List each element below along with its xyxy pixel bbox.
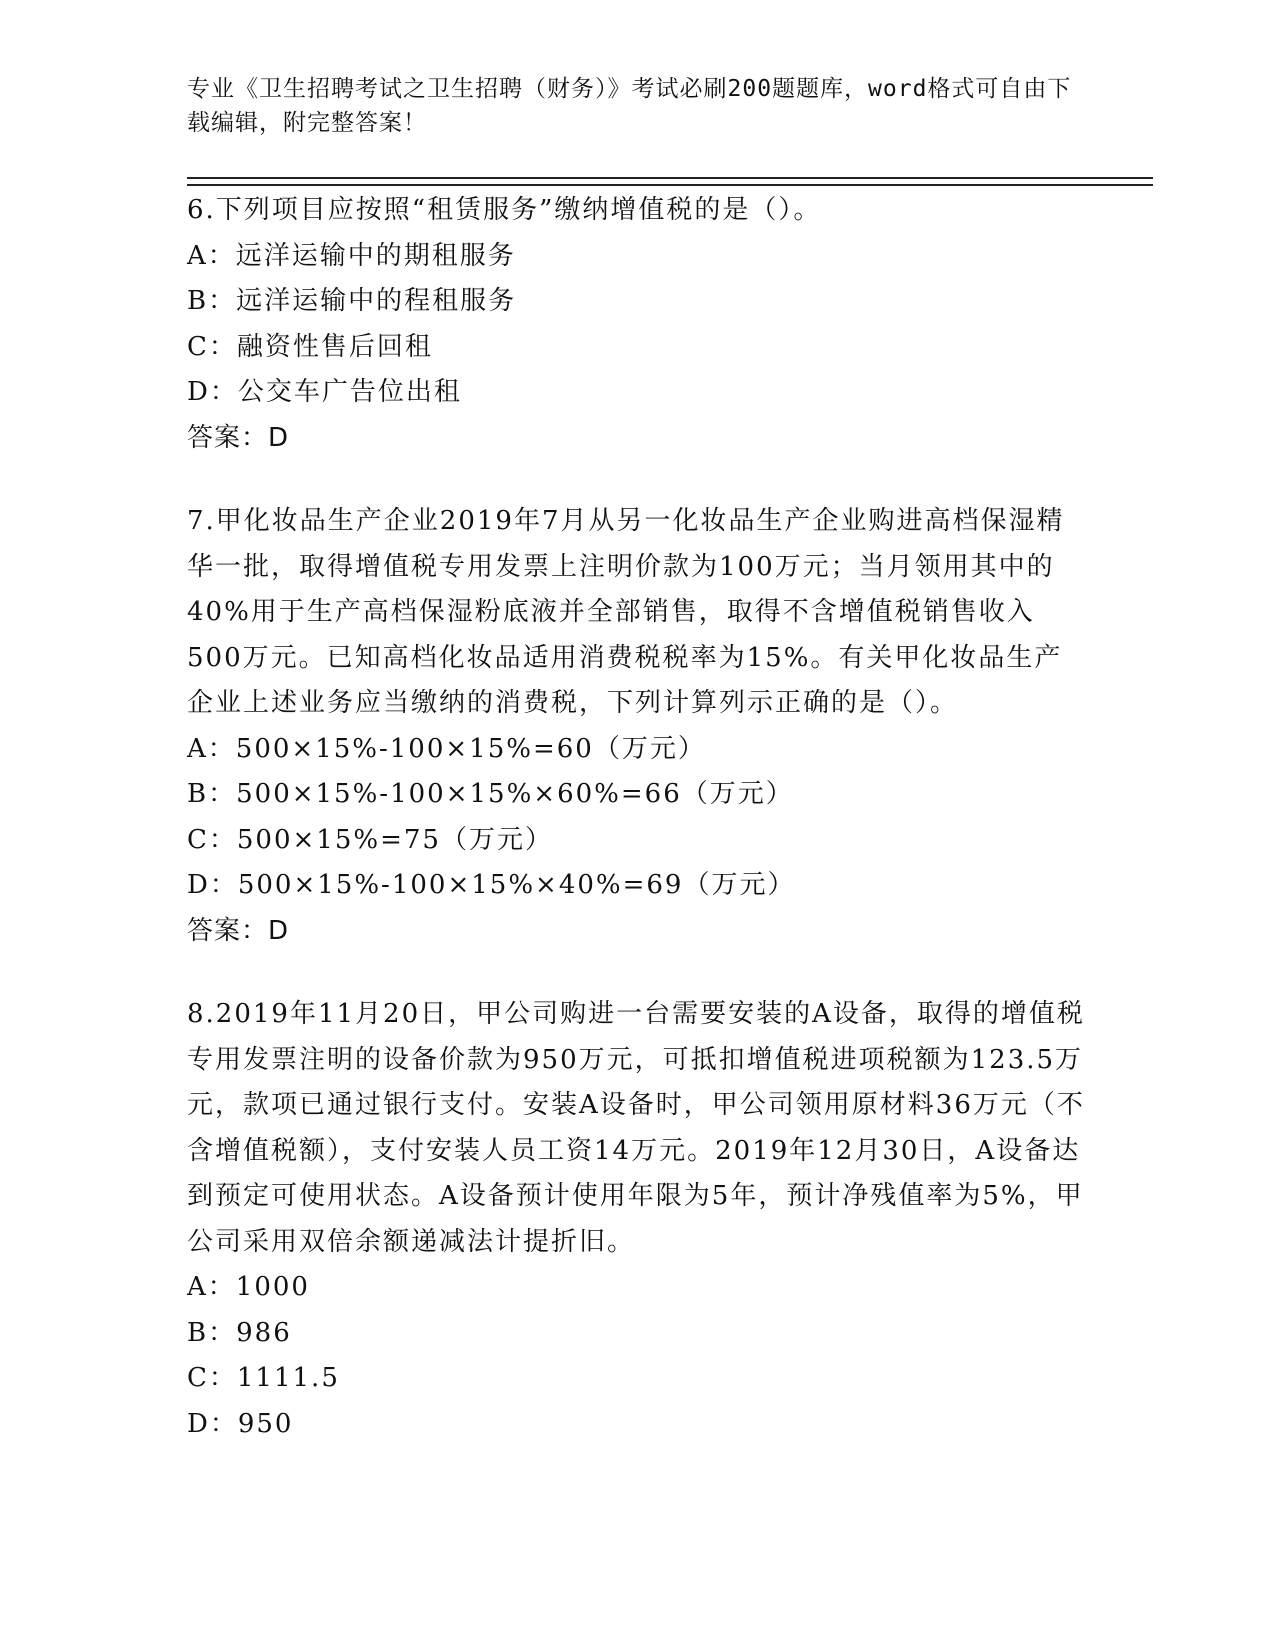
option-a: A：1000 (187, 1272, 310, 1302)
answer-line: 答案：D (187, 915, 290, 946)
option-a: A：500×15%-100×15%=60（万元） (187, 733, 706, 764)
option-c: C：500×15%=75（万元） (187, 824, 553, 855)
spacer (187, 461, 1087, 499)
option-c: C：1111.5 (187, 1363, 340, 1393)
question-stem: 6.下列项目应按照“租赁服务”缴纳增值税的是（）。 (187, 195, 822, 225)
question-7 (187, 499, 1087, 954)
option-c: C：融资性售后回租 (187, 331, 433, 362)
option-d: D：500×15%-100×15%×40%=69（万元） (187, 870, 796, 900)
option-b: B：远洋运输中的程租服务 (187, 286, 517, 316)
question-8 (187, 992, 1087, 1447)
option-d: D：公交车广告位出租 (187, 377, 462, 407)
answer-line: 答案：D (187, 422, 290, 453)
question-stem: 8.2019年11月20日，甲公司购进一台需要安装的A设备，取得的增值税专用发票注明的设备价款为950万元，可抵扣增值税进项税额为123.5万元，款项已通过银行支付。安装A设备时，甲公司领用原材料36万元（不含增值税额），支付安装人员工资14万元。2019年12月30日，A设备达到预定可使用状态。A设备预计使用年限为5年，预计净残值率为5%，甲公司采用双倍余额递减法计提折旧。 (187, 999, 1085, 1257)
header-divider-top (187, 177, 1153, 179)
option-b: B：500×15%-100×15%×60%=66（万元） (187, 779, 794, 809)
document-header: 专业《卫生招聘考试之卫生招聘（财务）》考试必刷200题题库，word格式可自由下载编辑，附完整答案！ (187, 76, 1072, 136)
header-divider-bottom (187, 184, 1153, 186)
spacer (187, 954, 1087, 992)
option-d: D：950 (187, 1408, 294, 1439)
question-list (187, 188, 1087, 1447)
option-b: B：986 (187, 1317, 292, 1348)
question-6 (187, 188, 1087, 461)
question-stem: 7.甲化妆品生产企业2019年7月从另一化妆品生产企业购进高档保湿精华一批，取得增值税专用发票上注明价款为100万元；当月领用其中的40%用于生产高档保湿粉底液并全部销售，取得不含增值税销售收入500万元。已知高档化妆品适用消费税税率为15%。有关甲化妆品生产企业上述业务应当缴纳的消费税，下列计算列示正确的是（）。 (187, 506, 1065, 718)
option-a: A：远洋运输中的期租服务 (187, 240, 516, 271)
